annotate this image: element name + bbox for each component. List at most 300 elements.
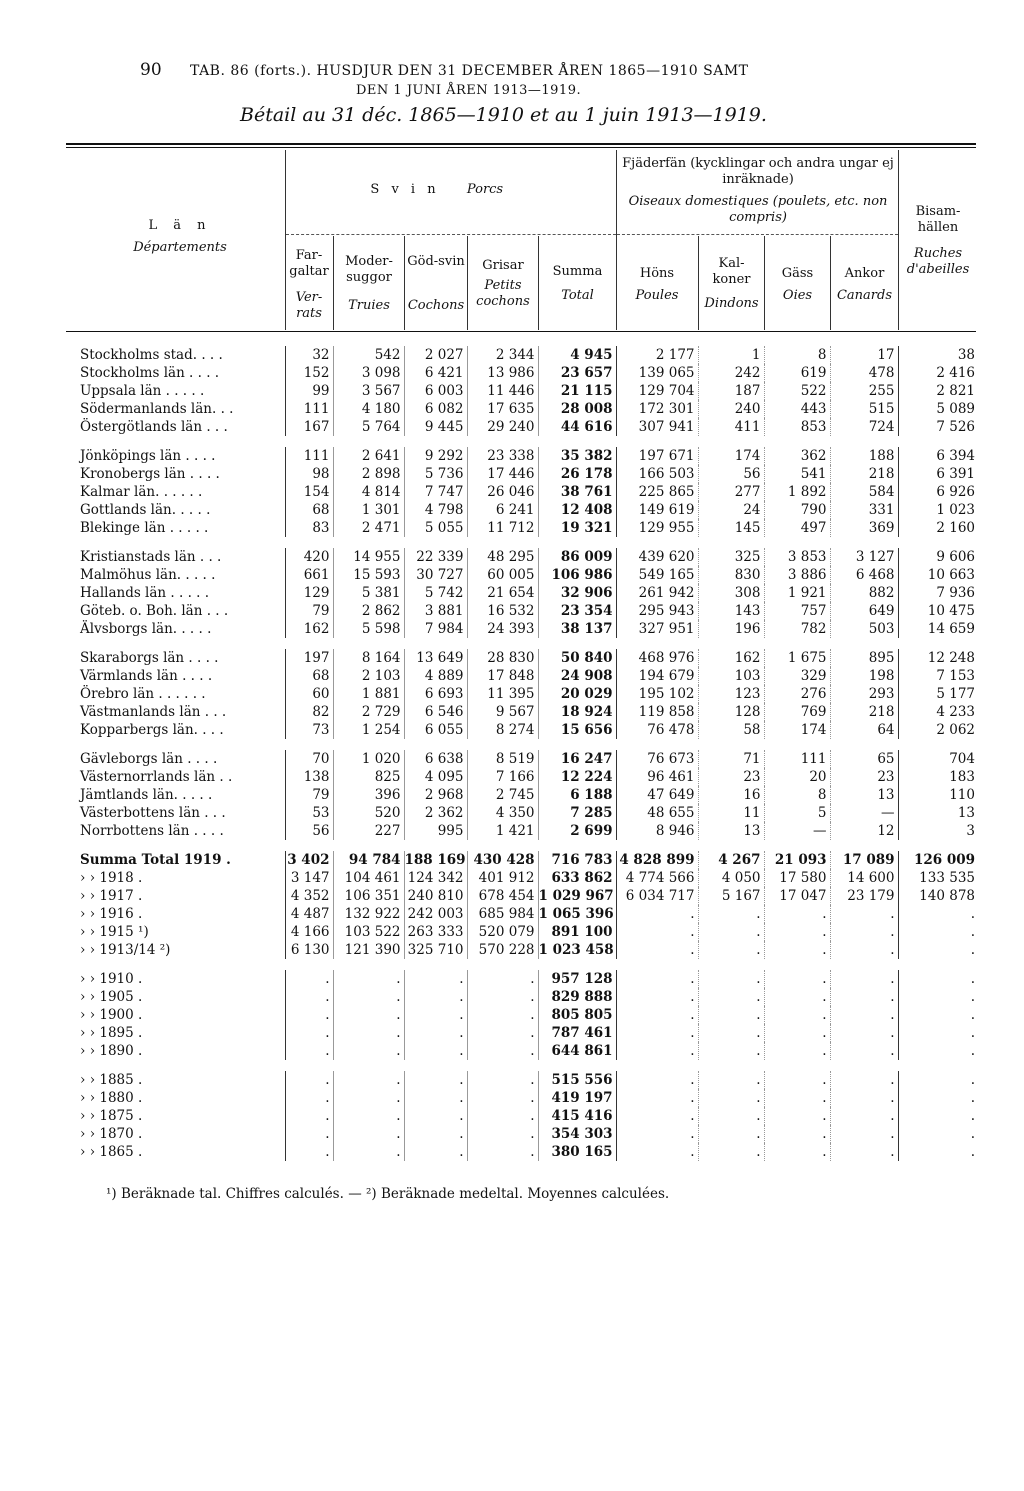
row-label: › › 1917 .: [80, 888, 143, 904]
table-cell: 196: [698, 620, 764, 638]
table-cell: 790: [764, 501, 830, 519]
table-cell: 71: [698, 750, 764, 768]
table-cell: 242 003: [404, 905, 467, 923]
table-cell: .: [616, 905, 698, 923]
table-cell: 104 461: [333, 869, 404, 887]
table-cell: .: [764, 1006, 830, 1024]
header-svin: S v i n: [370, 182, 440, 197]
table-cell: .: [698, 923, 764, 941]
header-kalkoner: Kal-koner: [712, 256, 751, 287]
table-cell: 411: [698, 418, 764, 436]
table-cell: 138: [285, 768, 333, 786]
table-row: [70, 667, 978, 685]
table-row: [70, 970, 978, 988]
table-cell: 11: [698, 804, 764, 822]
table-cell: 549 165: [616, 566, 698, 584]
table-cell: 38 761: [538, 483, 616, 501]
table-cell: 263 333: [404, 923, 467, 941]
table-cell: 478: [830, 364, 898, 382]
table-title: TAB. 86 (forts.). HUSDJUR DEN 31 DECEMBER ÅREN 1865—1910 SAMT: [190, 63, 749, 79]
table-cell: 24 393: [467, 620, 538, 638]
row-label: Norrbottens län . . . .: [80, 823, 224, 839]
row-label: Kopparbergs län. . . .: [80, 722, 224, 738]
table-cell: .: [764, 988, 830, 1006]
table-cell: .: [404, 1143, 467, 1161]
table-cell: 830: [698, 566, 764, 584]
table-cell: .: [698, 1089, 764, 1107]
table-cell: .: [467, 1071, 538, 1089]
table-cell: 23 657: [538, 364, 616, 382]
table-cell: .: [698, 1006, 764, 1024]
table-cell: 891 100: [538, 923, 616, 941]
table-cell: 995: [404, 822, 467, 840]
table-cell: 325 710: [404, 941, 467, 959]
table-cell: 174: [764, 721, 830, 739]
table-cell: .: [830, 1143, 898, 1161]
table-cell: 3 402: [285, 851, 333, 869]
table-cell: .: [764, 1089, 830, 1107]
table-cell: 225 865: [616, 483, 698, 501]
header-rule-top2: [66, 147, 976, 148]
table-cell: 4 180: [333, 400, 404, 418]
table-cell: 79: [285, 786, 333, 804]
table-cell: 23 338: [467, 447, 538, 465]
row-label: Örebro län . . . . . .: [80, 686, 206, 702]
table-cell: .: [698, 1125, 764, 1143]
table-cell: 162: [285, 620, 333, 638]
table-cell: .: [616, 923, 698, 941]
table-cell: 6 130: [285, 941, 333, 959]
row-label: › › 1875 .: [80, 1108, 143, 1124]
row-label: Västmanlands län . . .: [80, 704, 227, 720]
table-cell: .: [898, 1006, 978, 1024]
table-cell: 98: [285, 465, 333, 483]
table-cell: 8: [764, 786, 830, 804]
table-cell: 1 421: [467, 822, 538, 840]
table-cell: .: [616, 1089, 698, 1107]
table-cell: 308: [698, 584, 764, 602]
table-cell: 19 321: [538, 519, 616, 537]
table-cell: .: [764, 1143, 830, 1161]
header-fjaderfan: Fjäderfän (kycklingar och andra ungar ej inräknade): [622, 156, 894, 187]
table-cell: 195 102: [616, 685, 698, 703]
group-gap: [70, 959, 978, 970]
table-cell: .: [404, 1107, 467, 1125]
table-cell: 542: [333, 346, 404, 364]
table-row: [70, 346, 978, 364]
table-cell: 32: [285, 346, 333, 364]
header-subrule: [286, 234, 616, 235]
table-row: [70, 768, 978, 786]
header-ankor: Ankor: [844, 266, 885, 281]
table-cell: 17: [830, 346, 898, 364]
table-cell: 17 446: [467, 465, 538, 483]
table-cell: .: [333, 970, 404, 988]
table-cell: .: [830, 970, 898, 988]
table-cell: 183: [898, 768, 978, 786]
header-divider: [467, 236, 468, 330]
table-cell: .: [764, 1125, 830, 1143]
table-cell: .: [404, 1024, 467, 1042]
table-cell: 6 638: [404, 750, 467, 768]
table-row: [70, 988, 978, 1006]
table-cell: .: [404, 1042, 467, 1060]
header-rule-bottom: [66, 331, 976, 332]
table-cell: .: [285, 1089, 333, 1107]
header-lan-fr: Départements: [133, 240, 227, 255]
table-cell: .: [830, 1071, 898, 1089]
table-cell: 520: [333, 804, 404, 822]
table-cell: 7 747: [404, 483, 467, 501]
row-label: › › 1905 .: [80, 989, 143, 1005]
header-godsvin-fr: Cochons: [407, 298, 465, 313]
table-cell: .: [898, 941, 978, 959]
table-cell: 38: [898, 346, 978, 364]
row-label: Kalmar län. . . . . .: [80, 484, 203, 500]
table-cell: 468 976: [616, 649, 698, 667]
table-cell: —: [830, 804, 898, 822]
group-gap: [70, 739, 978, 750]
table-cell: 757: [764, 602, 830, 620]
table-cell: .: [333, 988, 404, 1006]
table-cell: 369: [830, 519, 898, 537]
row-label: Stockholms stad. . . .: [80, 347, 223, 363]
table-cell: 73: [285, 721, 333, 739]
table-cell: .: [698, 1024, 764, 1042]
header-summa: Summa: [552, 264, 603, 279]
table-cell: 2 745: [467, 786, 538, 804]
table-cell: 497: [764, 519, 830, 537]
table-cell: 242: [698, 364, 764, 382]
table-cell: 853: [764, 418, 830, 436]
table-cell: 570 228: [467, 941, 538, 959]
table-cell: 133 535: [898, 869, 978, 887]
table-cell: .: [830, 941, 898, 959]
group-gap: [70, 436, 978, 447]
table-cell: 3 881: [404, 602, 467, 620]
table-cell: .: [467, 1107, 538, 1125]
table-cell: 16 247: [538, 750, 616, 768]
table-row: [70, 602, 978, 620]
table-cell: 20: [764, 768, 830, 786]
table-row: [70, 1006, 978, 1024]
table-cell: 9 445: [404, 418, 467, 436]
table-cell: 167: [285, 418, 333, 436]
table-cell: 3 567: [333, 382, 404, 400]
table-cell: 6 546: [404, 703, 467, 721]
table-cell: .: [616, 1042, 698, 1060]
row-label: › › 1865 .: [80, 1144, 143, 1160]
table-cell: .: [764, 1107, 830, 1125]
header-hons-fr: Poules: [635, 288, 679, 303]
table-cell: 79: [285, 602, 333, 620]
table-title-french: Bétail au 31 déc. 1865—1910 et au 1 juin 1913—1919.: [240, 104, 767, 126]
table-cell: 188: [830, 447, 898, 465]
table-cell: 123: [698, 685, 764, 703]
table-cell: 5 764: [333, 418, 404, 436]
table-cell: 187: [698, 382, 764, 400]
table-cell: 56: [698, 465, 764, 483]
table-cell: 48 295: [467, 548, 538, 566]
table-cell: 633 862: [538, 869, 616, 887]
table-cell: 11 395: [467, 685, 538, 703]
table-cell: .: [764, 1071, 830, 1089]
row-label: › › 1885 .: [80, 1072, 143, 1088]
table-cell: .: [764, 923, 830, 941]
table-cell: 5 089: [898, 400, 978, 418]
table-cell: 895: [830, 649, 898, 667]
row-label: Uppsala län . . . . .: [80, 383, 205, 399]
table-row: [70, 685, 978, 703]
table-cell: 106 986: [538, 566, 616, 584]
table-cell: 4 050: [698, 869, 764, 887]
header-divider: [898, 150, 899, 330]
table-cell: .: [764, 1042, 830, 1060]
row-label: Göteb. o. Boh. län . . .: [80, 603, 229, 619]
header-divider: [404, 236, 405, 330]
table-cell: 3 127: [830, 548, 898, 566]
table-cell: 22 339: [404, 548, 467, 566]
table-cell: 197 671: [616, 447, 698, 465]
table-cell: 47 649: [616, 786, 698, 804]
table-cell: 96 461: [616, 768, 698, 786]
table-cell: .: [333, 1107, 404, 1125]
table-cell: 6 394: [898, 447, 978, 465]
table-cell: 2 416: [898, 364, 978, 382]
table-cell: 17 089: [830, 851, 898, 869]
table-cell: 111: [285, 400, 333, 418]
table-cell: .: [467, 1143, 538, 1161]
table-cell: 29 240: [467, 418, 538, 436]
table-cell: .: [404, 1125, 467, 1143]
table-cell: 420: [285, 548, 333, 566]
table-cell: 64: [830, 721, 898, 739]
table-cell: .: [764, 905, 830, 923]
table-cell: 7 285: [538, 804, 616, 822]
table-cell: .: [404, 988, 467, 1006]
table-cell: 2 641: [333, 447, 404, 465]
table-cell: 9 567: [467, 703, 538, 721]
table-cell: 111: [764, 750, 830, 768]
table-cell: .: [830, 923, 898, 941]
table-cell: 2 344: [467, 346, 538, 364]
page-number: 90: [140, 60, 162, 80]
table-cell: .: [404, 1071, 467, 1089]
table-cell: 329: [764, 667, 830, 685]
table-cell: .: [285, 1024, 333, 1042]
row-label: › › 1900 .: [80, 1007, 143, 1023]
header-lan: L ä n: [148, 218, 212, 233]
table-row: [70, 364, 978, 382]
table-cell: 584: [830, 483, 898, 501]
table-cell: .: [616, 1006, 698, 1024]
table-cell: 5 742: [404, 584, 467, 602]
table-cell: 23 354: [538, 602, 616, 620]
row-label: Jönköpings län . . . .: [80, 448, 216, 464]
table-cell: 21 093: [764, 851, 830, 869]
row-label: Malmöhus län. . . . .: [80, 567, 216, 583]
table-cell: 2 177: [616, 346, 698, 364]
table-cell: 17 635: [467, 400, 538, 418]
table-cell: 32 906: [538, 584, 616, 602]
header-divider: [333, 236, 334, 330]
table-row: [70, 905, 978, 923]
table-cell: .: [285, 1125, 333, 1143]
table-cell: 1 254: [333, 721, 404, 739]
table-cell: 14 600: [830, 869, 898, 887]
table-cell: 53: [285, 804, 333, 822]
table-cell: 83: [285, 519, 333, 537]
table-cell: .: [404, 1089, 467, 1107]
table-cell: 132 922: [333, 905, 404, 923]
table-cell: .: [830, 1042, 898, 1060]
table-cell: .: [467, 1089, 538, 1107]
table-cell: 166 503: [616, 465, 698, 483]
table-cell: 4 774 566: [616, 869, 698, 887]
table-cell: 3 098: [333, 364, 404, 382]
table-cell: 12: [830, 822, 898, 840]
table-cell: 1 023: [898, 501, 978, 519]
group-gap: [70, 840, 978, 851]
table-cell: 515 556: [538, 1071, 616, 1089]
row-label: Östergötlands län . . .: [80, 419, 228, 435]
table-cell: 126 009: [898, 851, 978, 869]
header-gass-fr: Oies: [782, 288, 813, 303]
table-cell: 23: [830, 768, 898, 786]
table-cell: .: [830, 1024, 898, 1042]
table-cell: 6 188: [538, 786, 616, 804]
table-cell: 8 274: [467, 721, 538, 739]
table-cell: 6 468: [830, 566, 898, 584]
row-label: Stockholms län . . . .: [80, 365, 220, 381]
table-cell: 26 046: [467, 483, 538, 501]
table-cell: 295 943: [616, 602, 698, 620]
table-row: [70, 400, 978, 418]
table-cell: 68: [285, 667, 333, 685]
table-cell: 769: [764, 703, 830, 721]
table-cell: 9 606: [898, 548, 978, 566]
table-cell: 4 233: [898, 703, 978, 721]
table-cell: .: [830, 988, 898, 1006]
table-cell: 6 241: [467, 501, 538, 519]
table-cell: 255: [830, 382, 898, 400]
table-cell: 4 814: [333, 483, 404, 501]
table-cell: 50 840: [538, 649, 616, 667]
header-divider: [830, 236, 831, 330]
table-cell: .: [616, 1024, 698, 1042]
table-cell: 277: [698, 483, 764, 501]
table-cell: 86 009: [538, 548, 616, 566]
table-cell: 8 519: [467, 750, 538, 768]
table-cell: 65: [830, 750, 898, 768]
table-cell: 829 888: [538, 988, 616, 1006]
table-cell: 218: [830, 465, 898, 483]
table-cell: 145: [698, 519, 764, 537]
table-cell: 129 704: [616, 382, 698, 400]
table-row: [70, 721, 978, 739]
table-cell: .: [285, 1071, 333, 1089]
table-row: [70, 750, 978, 768]
table-cell: 240: [698, 400, 764, 418]
table-cell: 1 029 967: [538, 887, 616, 905]
table-cell: 619: [764, 364, 830, 382]
table-cell: 419 197: [538, 1089, 616, 1107]
table-cell: 15 593: [333, 566, 404, 584]
table-cell: 2 062: [898, 721, 978, 739]
table-cell: 14 659: [898, 620, 978, 638]
header-hons: Höns: [639, 266, 675, 281]
table-row: [70, 501, 978, 519]
table-cell: 522: [764, 382, 830, 400]
table-cell: .: [898, 988, 978, 1006]
table-cell: .: [616, 970, 698, 988]
table-cell: 7 166: [467, 768, 538, 786]
group-gap: [70, 638, 978, 649]
table-cell: 13: [898, 804, 978, 822]
table-cell: .: [467, 970, 538, 988]
table-cell: 5: [764, 804, 830, 822]
table-row: [70, 519, 978, 537]
table-cell: 172 301: [616, 400, 698, 418]
table-cell: .: [830, 1089, 898, 1107]
header-grisar: Grisar: [482, 258, 524, 273]
table-cell: 60 005: [467, 566, 538, 584]
table-cell: .: [898, 905, 978, 923]
table-cell: 293: [830, 685, 898, 703]
table-cell: 11 712: [467, 519, 538, 537]
header-bisamhallen-fr: Ruches d'abeilles: [906, 246, 970, 277]
table-cell: 1 065 396: [538, 905, 616, 923]
table-cell: 2 821: [898, 382, 978, 400]
table-row: [70, 822, 978, 840]
group-gap: [70, 537, 978, 548]
table-cell: 6 926: [898, 483, 978, 501]
table-cell: 12 408: [538, 501, 616, 519]
table-row: [70, 465, 978, 483]
header-modersuggor: Moder-suggor: [345, 254, 393, 285]
row-label: Västernorrlands län . .: [80, 769, 233, 785]
table-cell: 48 655: [616, 804, 698, 822]
table-cell: 430 428: [467, 851, 538, 869]
table-cell: 3 147: [285, 869, 333, 887]
header-divider: [698, 236, 699, 330]
table-row: [70, 548, 978, 566]
table-cell: .: [898, 970, 978, 988]
table-cell: 11 446: [467, 382, 538, 400]
table-cell: .: [764, 941, 830, 959]
table-cell: 13 649: [404, 649, 467, 667]
table-cell: .: [404, 1006, 467, 1024]
table-cell: 128: [698, 703, 764, 721]
table-cell: 6 693: [404, 685, 467, 703]
table-row: [70, 584, 978, 602]
table-cell: 4 352: [285, 887, 333, 905]
row-label: Hallands län . . . . .: [80, 585, 210, 601]
table-row: [70, 851, 978, 869]
table-row: [70, 566, 978, 584]
table-cell: 76 673: [616, 750, 698, 768]
table-cell: 3: [898, 822, 978, 840]
table-cell: 94 784: [333, 851, 404, 869]
table-cell: 28 008: [538, 400, 616, 418]
row-label: › › 1913/14 ²): [80, 942, 171, 958]
table-cell: 4 166: [285, 923, 333, 941]
table-cell: 503: [830, 620, 898, 638]
table-cell: 6 421: [404, 364, 467, 382]
table-cell: 111: [285, 447, 333, 465]
table-cell: 4 095: [404, 768, 467, 786]
table-cell: 1: [698, 346, 764, 364]
